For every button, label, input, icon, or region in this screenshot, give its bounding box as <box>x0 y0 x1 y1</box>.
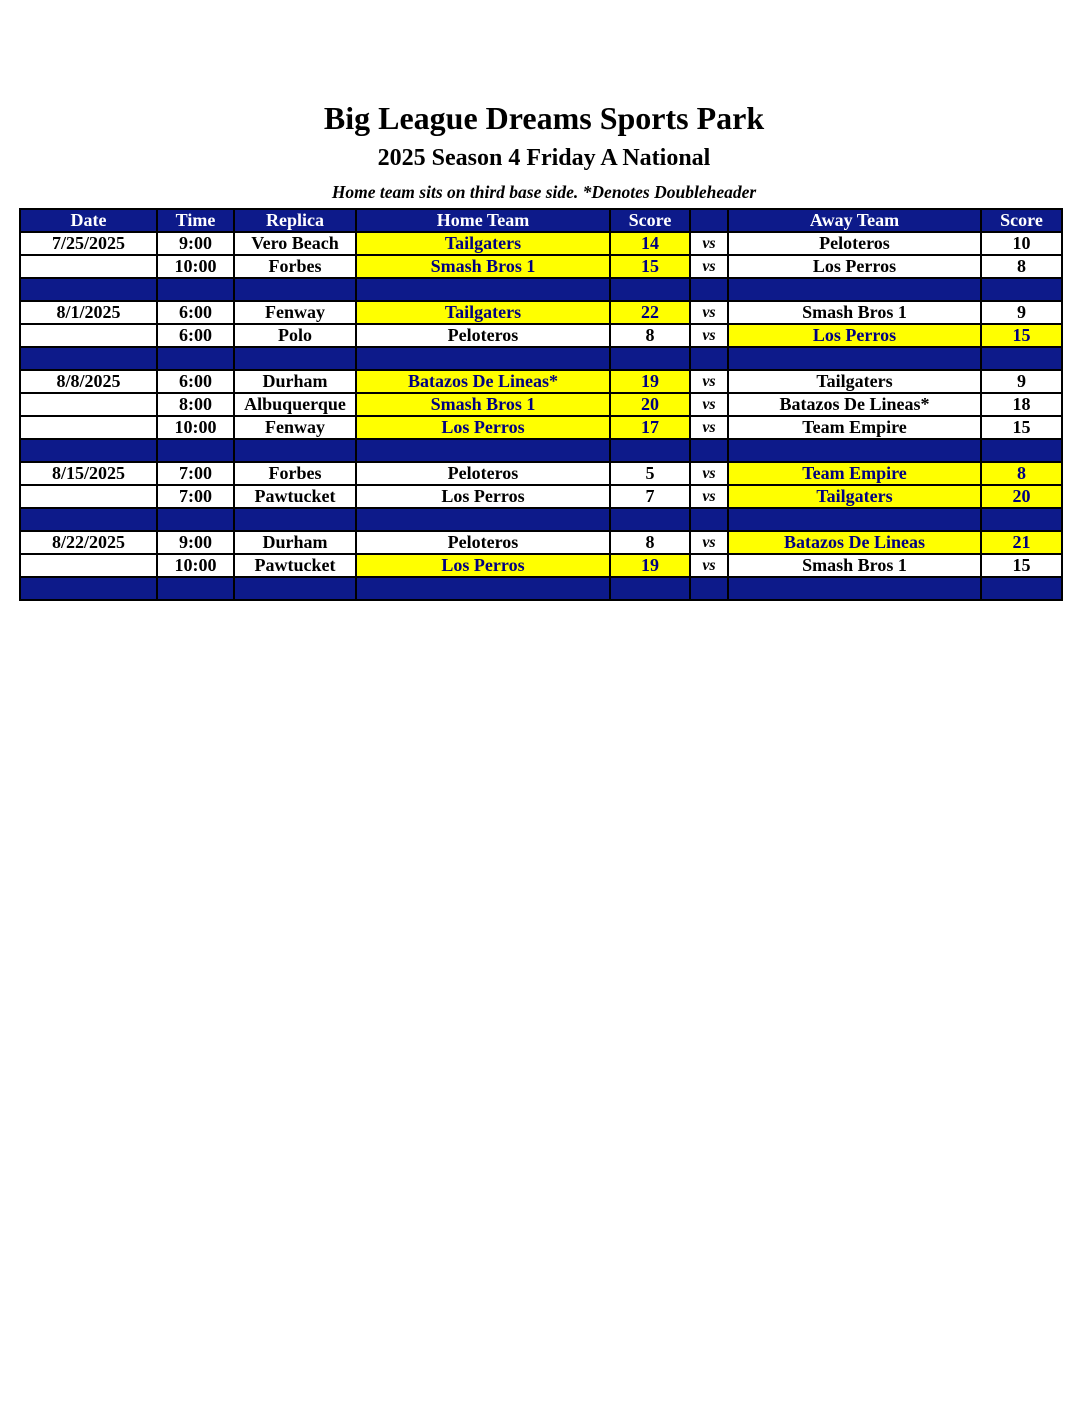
game-date <box>20 554 157 577</box>
home-score: 22 <box>610 301 690 324</box>
vs-label: vs <box>690 301 728 324</box>
away-team: Los Perros <box>728 255 981 278</box>
away-score: 15 <box>981 324 1062 347</box>
game-row <box>20 554 1062 577</box>
home-team: Peloteros <box>356 462 610 485</box>
game-time: 6:00 <box>157 324 234 347</box>
game-replica: Forbes <box>234 462 356 485</box>
separator-cell <box>690 278 728 301</box>
separator-cell <box>234 508 356 531</box>
separator-cell <box>690 577 728 600</box>
game-row <box>20 462 1062 485</box>
page-title: Big League Dreams Sports Park <box>323 100 765 136</box>
schedule-body <box>20 232 1062 600</box>
home-score: 20 <box>610 393 690 416</box>
home-team: Tailgaters <box>356 301 610 324</box>
separator-row <box>20 508 1062 531</box>
game-date <box>20 255 157 278</box>
separator-cell <box>234 347 356 370</box>
vs-label: vs <box>690 324 728 347</box>
table-header-row <box>20 209 1062 232</box>
game-replica: Forbes <box>234 255 356 278</box>
separator-cell <box>356 439 610 462</box>
home-score: 5 <box>610 462 690 485</box>
separator-cell <box>610 347 690 370</box>
game-row <box>20 485 1062 508</box>
separator-cell <box>20 508 157 531</box>
away-team: Batazos De Lineas <box>728 531 981 554</box>
game-time: 6:00 <box>157 301 234 324</box>
home-score: 14 <box>610 232 690 255</box>
game-date: 7/25/2025 <box>20 232 157 255</box>
away-score: 9 <box>981 370 1062 393</box>
separator-cell <box>981 278 1062 301</box>
game-row <box>20 324 1062 347</box>
home-score: 15 <box>610 255 690 278</box>
separator-cell <box>234 278 356 301</box>
game-row <box>20 393 1062 416</box>
game-row <box>20 255 1062 278</box>
home-team: Los Perros <box>356 554 610 577</box>
separator-cell <box>157 347 234 370</box>
vs-label: vs <box>690 531 728 554</box>
game-date: 8/8/2025 <box>20 370 157 393</box>
home-score: 7 <box>610 485 690 508</box>
separator-cell <box>234 577 356 600</box>
home-score: 19 <box>610 370 690 393</box>
column-header-vs <box>690 209 728 232</box>
column-header-time: Time <box>157 209 234 232</box>
game-replica: Durham <box>234 531 356 554</box>
home-score: 19 <box>610 554 690 577</box>
separator-cell <box>610 439 690 462</box>
home-score: 17 <box>610 416 690 439</box>
separator-cell <box>356 508 610 531</box>
separator-cell <box>157 439 234 462</box>
game-time: 7:00 <box>157 485 234 508</box>
column-header-away-team: Away Team <box>728 209 981 232</box>
game-time: 10:00 <box>157 255 234 278</box>
game-replica: Polo <box>234 324 356 347</box>
away-score: 10 <box>981 232 1062 255</box>
separator-cell <box>981 347 1062 370</box>
separator-cell <box>157 577 234 600</box>
separator-cell <box>690 347 728 370</box>
separator-row <box>20 439 1062 462</box>
game-time: 9:00 <box>157 232 234 255</box>
separator-cell <box>728 278 981 301</box>
game-replica: Durham <box>234 370 356 393</box>
separator-row <box>20 577 1062 600</box>
home-team: Tailgaters <box>356 232 610 255</box>
separator-cell <box>728 347 981 370</box>
game-date <box>20 324 157 347</box>
away-score: 8 <box>981 255 1062 278</box>
game-replica: Vero Beach <box>234 232 356 255</box>
column-header-date: Date <box>20 209 157 232</box>
away-team: Batazos De Lineas* <box>728 393 981 416</box>
game-row <box>20 531 1062 554</box>
separator-cell <box>356 577 610 600</box>
game-time: 9:00 <box>157 531 234 554</box>
away-team: Tailgaters <box>728 370 981 393</box>
separator-cell <box>157 278 234 301</box>
separator-cell <box>20 278 157 301</box>
game-date: 8/15/2025 <box>20 462 157 485</box>
home-team: Los Perros <box>356 485 610 508</box>
separator-cell <box>20 577 157 600</box>
home-score: 8 <box>610 531 690 554</box>
column-header-home-score: Score <box>610 209 690 232</box>
game-replica: Pawtucket <box>234 485 356 508</box>
separator-cell <box>356 278 610 301</box>
schedule-note: Home team sits on third base side. *Denotes Doubleheader <box>331 182 757 202</box>
game-replica: Fenway <box>234 301 356 324</box>
vs-label: vs <box>690 393 728 416</box>
away-team: Peloteros <box>728 232 981 255</box>
away-team: Team Empire <box>728 416 981 439</box>
column-header-home-team: Home Team <box>356 209 610 232</box>
away-score: 15 <box>981 416 1062 439</box>
schedule-table <box>19 208 1063 601</box>
home-team: Los Perros <box>356 416 610 439</box>
separator-cell <box>981 508 1062 531</box>
game-replica: Fenway <box>234 416 356 439</box>
game-row <box>20 301 1062 324</box>
vs-label: vs <box>690 554 728 577</box>
vs-label: vs <box>690 255 728 278</box>
away-score: 20 <box>981 485 1062 508</box>
separator-cell <box>728 508 981 531</box>
game-row <box>20 416 1062 439</box>
separator-cell <box>690 508 728 531</box>
game-date <box>20 416 157 439</box>
game-row <box>20 370 1062 393</box>
separator-cell <box>20 439 157 462</box>
vs-label: vs <box>690 232 728 255</box>
separator-cell <box>356 347 610 370</box>
separator-cell <box>234 439 356 462</box>
game-time: 10:00 <box>157 554 234 577</box>
away-team: Smash Bros 1 <box>728 301 981 324</box>
separator-row <box>20 278 1062 301</box>
vs-label: vs <box>690 370 728 393</box>
home-team: Smash Bros 1 <box>356 393 610 416</box>
game-replica: Pawtucket <box>234 554 356 577</box>
vs-label: vs <box>690 485 728 508</box>
separator-row <box>20 347 1062 370</box>
separator-cell <box>610 278 690 301</box>
separator-cell <box>728 439 981 462</box>
separator-cell <box>981 577 1062 600</box>
game-date <box>20 393 157 416</box>
vs-label: vs <box>690 462 728 485</box>
away-score: 21 <box>981 531 1062 554</box>
home-team: Peloteros <box>356 531 610 554</box>
away-score: 15 <box>981 554 1062 577</box>
separator-cell <box>981 439 1062 462</box>
game-time: 7:00 <box>157 462 234 485</box>
home-team: Batazos De Lineas* <box>356 370 610 393</box>
separator-cell <box>157 508 234 531</box>
game-date <box>20 485 157 508</box>
away-team: Los Perros <box>728 324 981 347</box>
column-header-replica: Replica <box>234 209 356 232</box>
game-row <box>20 232 1062 255</box>
game-replica: Albuquerque <box>234 393 356 416</box>
home-score: 8 <box>610 324 690 347</box>
away-score: 18 <box>981 393 1062 416</box>
away-score: 8 <box>981 462 1062 485</box>
home-team: Peloteros <box>356 324 610 347</box>
vs-label: vs <box>690 416 728 439</box>
separator-cell <box>728 577 981 600</box>
away-team: Team Empire <box>728 462 981 485</box>
season-subtitle: 2025 Season 4 Friday A National <box>377 145 711 171</box>
separator-cell <box>20 347 157 370</box>
game-time: 6:00 <box>157 370 234 393</box>
separator-cell <box>610 508 690 531</box>
away-score: 9 <box>981 301 1062 324</box>
home-team: Smash Bros 1 <box>356 255 610 278</box>
away-team: Tailgaters <box>728 485 981 508</box>
column-header-away-score: Score <box>981 209 1062 232</box>
game-date: 8/22/2025 <box>20 531 157 554</box>
separator-cell <box>610 577 690 600</box>
away-team: Smash Bros 1 <box>728 554 981 577</box>
separator-cell <box>690 439 728 462</box>
game-time: 8:00 <box>157 393 234 416</box>
game-date: 8/1/2025 <box>20 301 157 324</box>
game-time: 10:00 <box>157 416 234 439</box>
